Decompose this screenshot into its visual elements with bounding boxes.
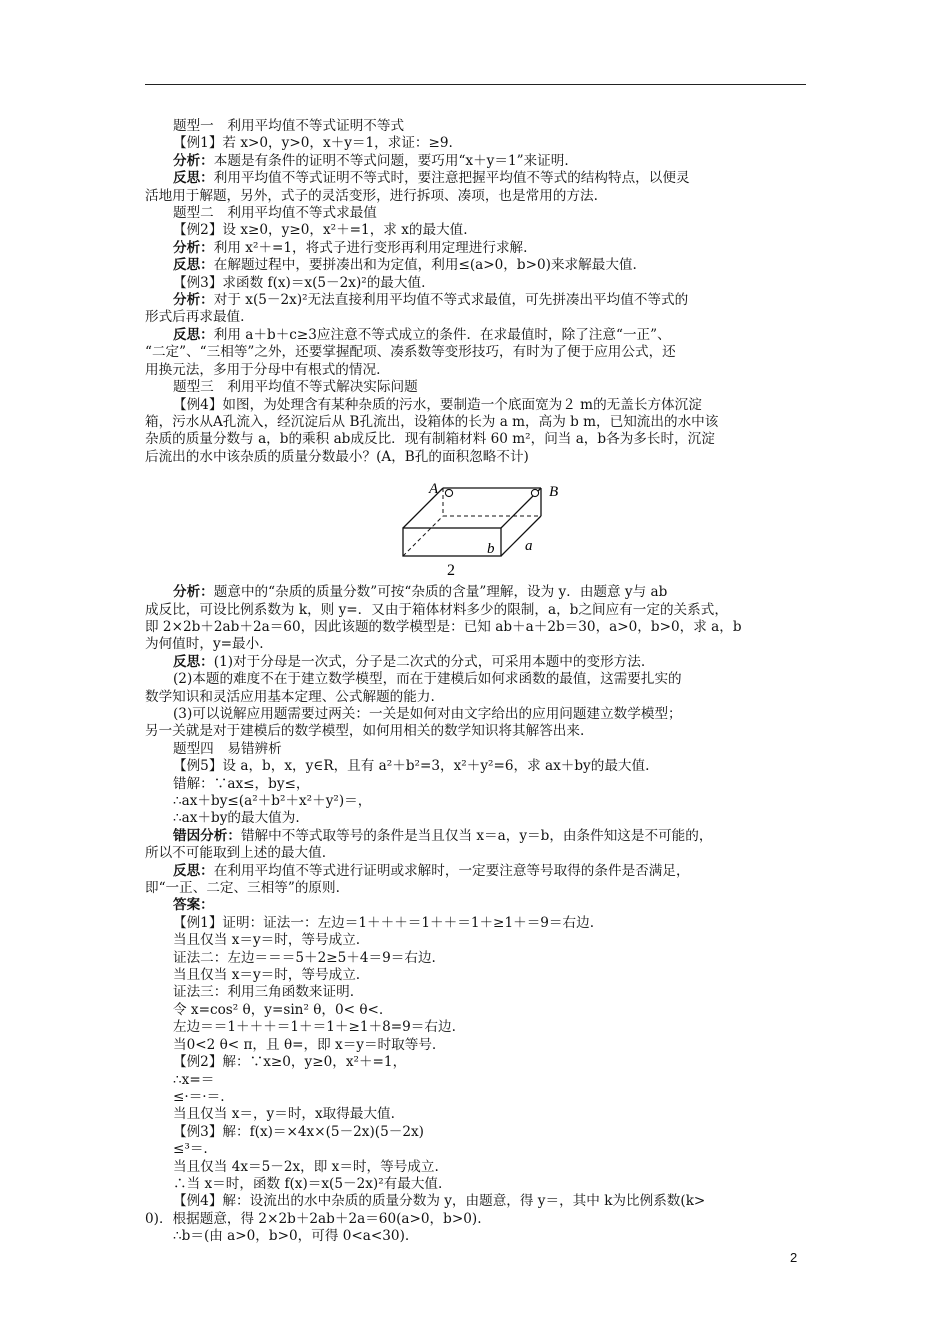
text-line	[145, 793, 806, 810]
page-number: 2	[790, 1250, 798, 1265]
text-line	[145, 362, 806, 379]
line-text: 错解中不等式取等号的条件是当且仅当 x＝a，y＝b，由条件知这是不可能的，	[240, 827, 713, 844]
line-text: 当0<2 θ< π，且 θ=，即 x＝y＝时取等号.	[173, 1036, 437, 1053]
text-line	[145, 967, 806, 984]
text-line	[145, 602, 806, 619]
line-text: 对于 x(5－2x)²无法直接利用平均值不等式求最值，可先拼凑出平均值不等式的	[213, 292, 689, 309]
document-body	[145, 118, 806, 1246]
label-height: b	[487, 541, 495, 558]
line-text: 左边＝＝1＋＋＋＝1＋＝1＋≥1＋8=9＝右边.	[173, 1019, 456, 1036]
line-text: 在利用平均值不等式进行证明或求解时，一定要注意等号取得的条件是否满足，	[213, 862, 690, 879]
line-text: 【例4】解：设流出的水中杂质的质量分数为 y，由题意，得 y＝，其中 k为比例系数(k>	[173, 1193, 706, 1210]
line-text: 数学知识和灵活应用基本定理、公式解题的能力.	[145, 688, 435, 705]
line-text: 后流出的水中该杂质的质量分数最小？(A，B孔的面积忽略不计)	[145, 448, 529, 465]
line-text: ≤³＝.	[173, 1141, 208, 1158]
line-text: 在解题过程中，要拼凑出和为定值，利用≤(a>0，b>0)来求解最大值.	[213, 257, 637, 274]
text-line	[145, 776, 806, 793]
line-text: 杂质的质量分数与 a，b的乘积 ab成反比．现有制箱材料 60 m²，问当 a，b各为多长时，沉淀	[145, 431, 715, 448]
line-label: 答案：	[173, 897, 214, 914]
text-line	[145, 845, 806, 862]
text-line	[145, 275, 806, 292]
line-label: 分析：	[173, 584, 214, 601]
text-line	[145, 984, 806, 1001]
line-text: 当且仅当 x＝y＝时，等号成立.	[173, 967, 361, 984]
line-label: 反思：	[173, 170, 214, 187]
line-text: ∴x=＝	[173, 1071, 215, 1088]
text-section-2	[145, 584, 806, 1245]
text-line	[145, 327, 806, 344]
text-line	[145, 1193, 806, 1210]
line-text: 【例5】设 a，b，x，y∈R，且有 a²＋b²=3，x²＋y²=6，求 ax＋by的最大值.	[173, 758, 650, 775]
text-line	[145, 1211, 806, 1228]
text-line	[145, 932, 806, 949]
line-text: “二定”、“三相等”之外，还要掌握配项、凑系数等变形技巧，有时为了便于应用公式，还	[145, 344, 676, 361]
line-text: 另一关就是对于建模后的数学模型，如何用相关的数学知识将其解答出来.	[145, 723, 585, 740]
text-line	[145, 741, 806, 758]
text-line	[145, 257, 806, 274]
text-line	[145, 135, 806, 152]
text-line	[145, 1124, 806, 1141]
text-line	[145, 810, 806, 827]
line-label: 反思：	[173, 862, 214, 879]
line-label: 分析：	[173, 239, 214, 256]
line-text: 题型一 利用平均值不等式证明不等式	[173, 118, 405, 134]
line-text: 题型四 易错辨析	[173, 740, 282, 757]
text-line	[145, 723, 806, 740]
text-line	[145, 240, 806, 257]
text-line	[145, 292, 806, 309]
header-rule	[145, 84, 806, 85]
text-line	[145, 449, 806, 466]
line-label: 反思：	[173, 257, 214, 274]
label-width: 2	[447, 562, 455, 580]
line-text: 成反比，可设比例系数为 k，则 y=．又由于箱体材料多少的限制，a，b之间应有一定的关系式，	[145, 601, 728, 618]
text-line	[145, 344, 806, 361]
line-text: ∴ax＋by的最大值为.	[173, 810, 300, 827]
line-text: 【例2】设 x≥0，y≥0，x²＋=1，求 x的最大值.	[173, 222, 468, 239]
text-line	[145, 1054, 806, 1071]
text-line	[145, 619, 806, 636]
text-line	[145, 397, 806, 414]
text-line	[145, 1037, 806, 1054]
line-text: 题型三 利用平均值不等式解决实际问题	[173, 379, 418, 396]
text-line	[145, 636, 806, 653]
text-line	[145, 1141, 806, 1158]
line-text: 活地用于解题，另外，式子的灵活变形，进行拆项、凑项，也是常用的方法.	[145, 187, 598, 204]
line-text: ∴ax＋by≤(a²＋b²＋x²＋y²)＝，	[173, 793, 372, 809]
line-text: 题型二 利用平均值不等式求最值	[173, 205, 377, 222]
line-text: 所以不可能取到上述的最大值.	[145, 845, 327, 862]
line-text: 【例3】求函数 f(x)＝x(5－2x)²的最大值.	[173, 274, 426, 291]
line-text: 【例3】解：f(x)＝×4x×(5－2x)(5－2x)	[173, 1123, 424, 1140]
text-line	[145, 1019, 806, 1036]
line-text: 题意中的“杂质的质量分数”可按“杂质的含量”理解，设为 y．由题意 y与 ab	[213, 584, 668, 601]
text-line	[145, 863, 806, 880]
text-line	[145, 153, 806, 170]
line-text: 错解：∵ax≤，by≤，	[173, 775, 310, 792]
line-label: 反思：	[173, 653, 214, 670]
text-line	[145, 1106, 806, 1123]
text-line	[145, 758, 806, 775]
line-label: 分析：	[173, 152, 214, 169]
line-text: (1)对于分母是一次式，分子是二次式的分式，可采用本题中的变形方法.	[213, 653, 646, 670]
text-line	[145, 414, 806, 431]
hole-a-icon	[445, 490, 452, 497]
line-text: 利用 x²＋=1，将式子进行变形再利用定理进行求解.	[213, 239, 528, 256]
line-text: 当且仅当 x＝，y＝时，x取得最大值.	[173, 1106, 395, 1123]
line-text: 令 x=cos² θ，y=sin² θ，0< θ<.	[173, 1001, 384, 1018]
text-line	[145, 1159, 806, 1176]
text-line	[145, 897, 806, 914]
text-line	[145, 1089, 806, 1106]
text-line	[145, 654, 806, 671]
text-line	[145, 118, 806, 135]
line-text: 【例4】如图，为处理含有某种杂质的污水，要制造一个底面宽为２ m的无盖长方体沉淀	[173, 396, 702, 413]
text-line	[145, 880, 806, 897]
text-line	[145, 379, 806, 396]
line-text: 为何值时，y=最小.	[145, 636, 264, 653]
line-text: 【例1】若 x>0，y>0，x＋y＝1，求证：≥9.	[173, 135, 453, 152]
line-text: (3)可以说解应用题需要过两关：一关是如何对由文字给出的应用问题建立数学模型；	[173, 705, 682, 722]
text-line	[145, 1002, 806, 1019]
text-line	[145, 915, 806, 932]
text-line	[145, 584, 806, 601]
text-line	[145, 188, 806, 205]
line-text: ≤·＝·＝.	[173, 1088, 225, 1105]
line-text: 利用平均值不等式证明不等式时，要注意把握平均值不等式的结构特点，以便灵	[213, 170, 690, 187]
line-text: 【例2】解：∵x≥0，y≥0，x²＋=1，	[173, 1054, 407, 1071]
line-text: ∴b＝(由 a>0，b>0，可得 0<a<30).	[173, 1228, 410, 1245]
line-text: 当且仅当 x＝y＝时，等号成立.	[173, 932, 361, 949]
text-line	[145, 706, 806, 723]
line-text: (2)本题的难度不在于建立数学模型，而在于建模后如何求函数的最值，这需要扎实的	[173, 671, 682, 688]
line-label: 反思：	[173, 326, 214, 343]
sedimentation-box-diagram	[385, 468, 575, 580]
line-text: 即“一正、二定、三相等”的原则.	[145, 880, 340, 897]
line-text: 当且仅当 4x＝5－2x，即 x＝时，等号成立.	[173, 1158, 439, 1175]
line-label: 错因分析：	[173, 827, 241, 844]
label-length: a	[525, 538, 533, 555]
line-text: 【例1】证明：证法一：左边＝1＋＋＋＝1＋＋＝1＋≥1＋＝9＝右边.	[173, 914, 595, 931]
text-line	[145, 1228, 806, 1245]
text-line	[145, 170, 806, 187]
text-line	[145, 431, 806, 448]
text-line	[145, 222, 806, 239]
label-b-hole: B	[549, 484, 559, 501]
line-text: 利用 a＋b＋c≥3应注意不等式成立的条件．在求最值时，除了注意“一正”、	[213, 326, 671, 343]
text-line	[145, 1176, 806, 1193]
text-line	[145, 828, 806, 845]
text-line	[145, 950, 806, 967]
text-line	[145, 309, 806, 326]
line-text: 用换元法，多用于分母中有根式的情况.	[145, 361, 381, 378]
line-text: 形式后再求最值.	[145, 309, 245, 326]
text-line	[145, 689, 806, 706]
text-section-1	[145, 118, 806, 466]
line-text: 即 2×2b＋2ab＋2a＝60，因此该题的数学模型是：已知 ab＋a＋2b＝30，a>0，b>0，求 a，b	[145, 618, 742, 635]
line-text: 箱，污水从A孔流入，经沉淀后从 B孔流出，设箱体的长为 a m，高为 b m，已知流出的水中该	[145, 413, 719, 430]
box-figure	[145, 468, 806, 580]
hole-b-icon	[531, 490, 538, 497]
line-text: 本题是有条件的证明不等式问题，要巧用“x＋y＝1”来证明.	[213, 152, 569, 169]
text-line	[145, 1072, 806, 1089]
line-text: 证法二：左边＝＝＝5＋2≥5＋4＝9＝右边.	[173, 949, 436, 966]
label-a-hole: A	[429, 481, 439, 498]
text-line	[145, 205, 806, 222]
line-text: 证法三：利用三角函数来证明.	[173, 984, 355, 1001]
line-text: ∴当 x＝时，函数 f(x)＝x(5－2x)²有最大值.	[173, 1175, 443, 1192]
text-line	[145, 671, 806, 688]
line-text: 0)．根据题意，得 2×2b＋2ab＋2a＝60(a>0，b>0).	[145, 1210, 482, 1227]
line-label: 分析：	[173, 292, 214, 309]
